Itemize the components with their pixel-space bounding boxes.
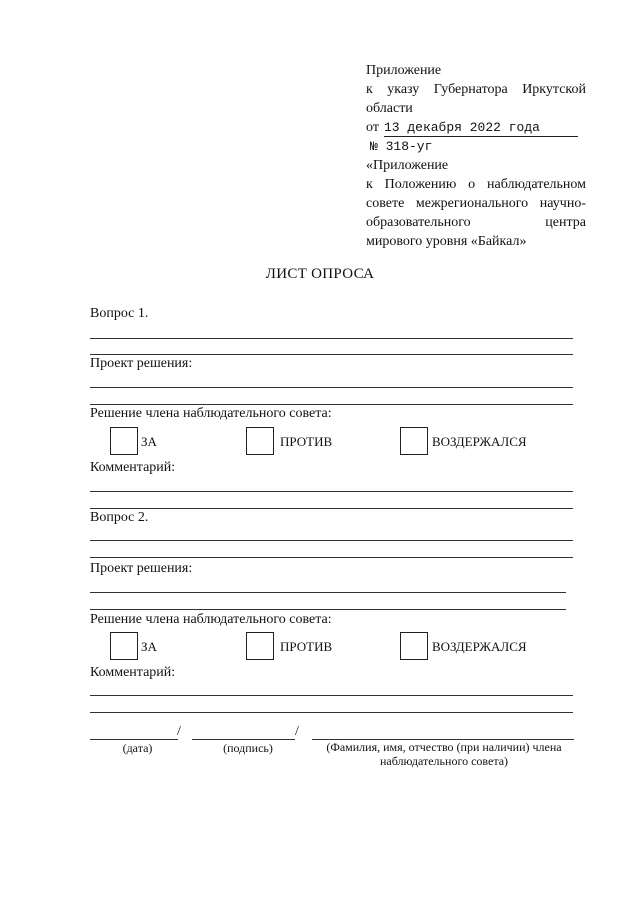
q2-checkbox-against[interactable]: [246, 632, 274, 660]
q2-comment-line-2[interactable]: [90, 712, 573, 713]
q1-draft-label: Проект решения:: [90, 356, 193, 371]
q2-question-line-1[interactable]: [90, 540, 573, 541]
q1-option-against: ПРОТИВ: [280, 434, 333, 449]
q1-checkbox-against[interactable]: [246, 427, 274, 455]
q2-option-abstain: ВОЗДЕРЖАЛСЯ: [432, 639, 527, 654]
annex-line-8: совете межрегионального научно-: [366, 196, 586, 211]
q1-comment-line-1[interactable]: [90, 491, 573, 492]
signature-line[interactable]: [192, 739, 295, 740]
q2-draft-line-2[interactable]: [90, 609, 566, 610]
annex-line-10: мирового уровня «Байкал»: [366, 234, 527, 249]
q1-question-line-1[interactable]: [90, 338, 573, 339]
q1-comment-line-2[interactable]: [90, 508, 573, 509]
q2-option-for: ЗА: [141, 639, 157, 654]
name-caption-line-2: наблюдательного совета): [379, 754, 509, 768]
name-caption-line-1: (Фамилия, имя, отчество (при наличии) члена: [326, 740, 562, 754]
date-line[interactable]: [90, 739, 178, 740]
signature-caption: (подпись): [223, 741, 273, 755]
q1-comment-label: Комментарий:: [90, 460, 176, 475]
q1-question-line-2[interactable]: [90, 354, 573, 355]
q2-checkbox-for[interactable]: [110, 632, 138, 660]
q2-checkbox-abstain[interactable]: [400, 632, 428, 660]
date-separator: /: [177, 724, 181, 739]
q1-draft-line-2[interactable]: [90, 404, 573, 405]
q2-decision-label: Решение члена наблюдательного совета:: [90, 612, 332, 627]
annex-line-7: к Положению о наблюдательном: [366, 177, 586, 192]
q1-option-abstain: ВОЗДЕРЖАЛСЯ: [432, 434, 527, 449]
annex-line-2: к указу Губернатора Иркутской: [366, 82, 586, 97]
page-title: ЛИСТ ОПРОСА: [265, 266, 375, 282]
q2-question-label: Вопрос 2.: [90, 510, 149, 525]
annex-line-3: области: [366, 101, 413, 116]
annex-number: № 318-уг: [370, 139, 433, 154]
q1-question-label: Вопрос 1.: [90, 306, 149, 321]
name-caption: [306, 740, 582, 768]
q2-draft-label: Проект решения:: [90, 561, 193, 576]
q1-checkbox-for[interactable]: [110, 427, 138, 455]
q1-draft-line-1[interactable]: [90, 387, 573, 388]
annex-line-9: образовательного центра: [366, 215, 586, 230]
q2-comment-label: Комментарий:: [90, 665, 176, 680]
annex-block: [366, 61, 586, 251]
q1-decision-label: Решение члена наблюдательного совета:: [90, 406, 332, 421]
q2-comment-line-1[interactable]: [90, 695, 573, 696]
q1-checkbox-abstain[interactable]: [400, 427, 428, 455]
annex-date-value: 13 декабря 2022 года: [384, 120, 578, 137]
annex-date-row: [366, 118, 586, 137]
annex-line-1: Приложение: [366, 63, 442, 78]
date-caption: (дата): [122, 741, 153, 755]
q1-option-for: ЗА: [141, 434, 157, 449]
q2-question-line-2[interactable]: [90, 557, 573, 558]
annex-line-6: «Приложение: [366, 158, 449, 173]
q2-option-against: ПРОТИВ: [280, 639, 333, 654]
q2-draft-line-1[interactable]: [90, 592, 566, 593]
annex-date-prefix: от: [366, 120, 379, 135]
signature-separator: /: [295, 724, 299, 739]
